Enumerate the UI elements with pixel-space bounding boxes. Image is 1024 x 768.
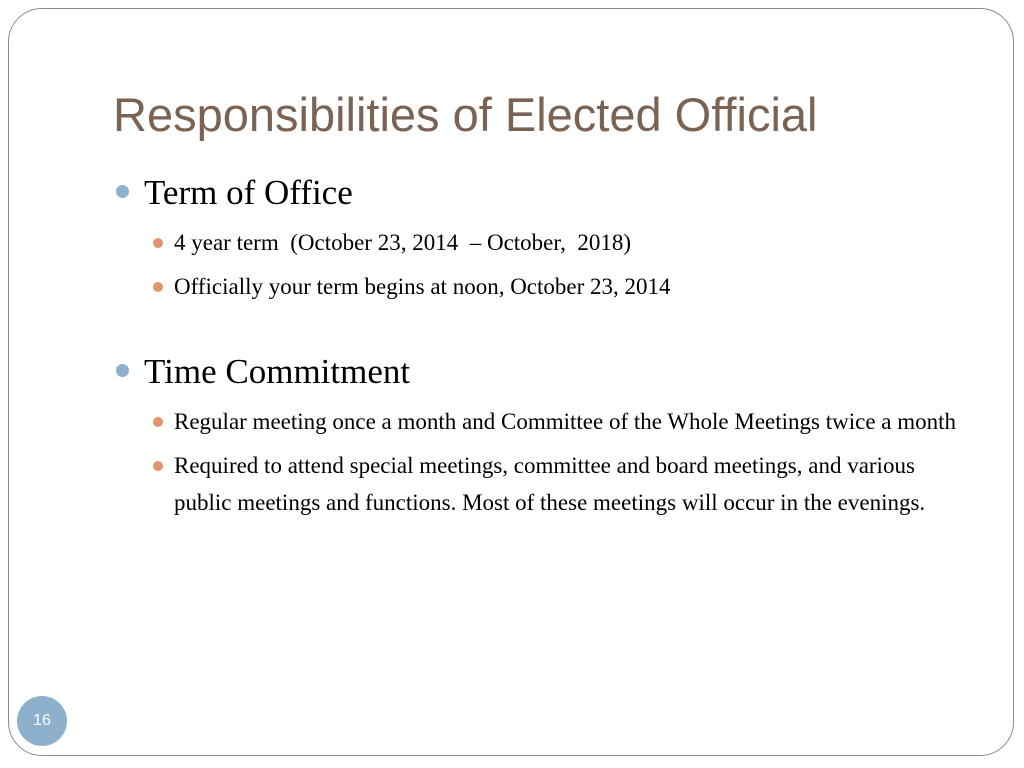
- sub-bullet-text: 4 year term (October 23, 2014 – October, 2018): [174, 230, 632, 255]
- sub-bullet-text: Officially your term begins at noon, October 23, 2014: [174, 274, 671, 299]
- secondary-bullet-icon: [153, 461, 163, 471]
- sub-bullet-regular-meetings: [148, 403, 975, 440]
- sub-bullet-text: Required to attend special meetings, committee and board meetings, and various public meetings and functions. Most of these meetings will occur in the evenings.: [174, 453, 926, 515]
- slide-title: Responsibilities of Elected Official: [113, 88, 818, 141]
- secondary-bullet-icon: [153, 417, 163, 427]
- section-heading: Time Commitment: [144, 352, 411, 391]
- bullet-term-of-office: [115, 168, 975, 218]
- primary-bullet-icon: [116, 185, 129, 198]
- sub-bullet-text: Regular meeting once a month and Committee of the Whole Meetings twice a month: [174, 409, 957, 434]
- secondary-bullet-icon: [153, 238, 163, 248]
- bullet-time-commitment: [115, 347, 975, 397]
- section-heading: Term of Office: [144, 173, 353, 212]
- slide-content: [115, 168, 975, 521]
- secondary-bullet-icon: [153, 282, 163, 292]
- sub-bullet-term-length: [148, 224, 975, 261]
- page-number-badge: 16: [17, 696, 67, 746]
- sub-bullet-special-meetings: [148, 447, 975, 521]
- sub-bullet-term-start: [148, 268, 975, 305]
- primary-bullet-icon: [116, 364, 129, 377]
